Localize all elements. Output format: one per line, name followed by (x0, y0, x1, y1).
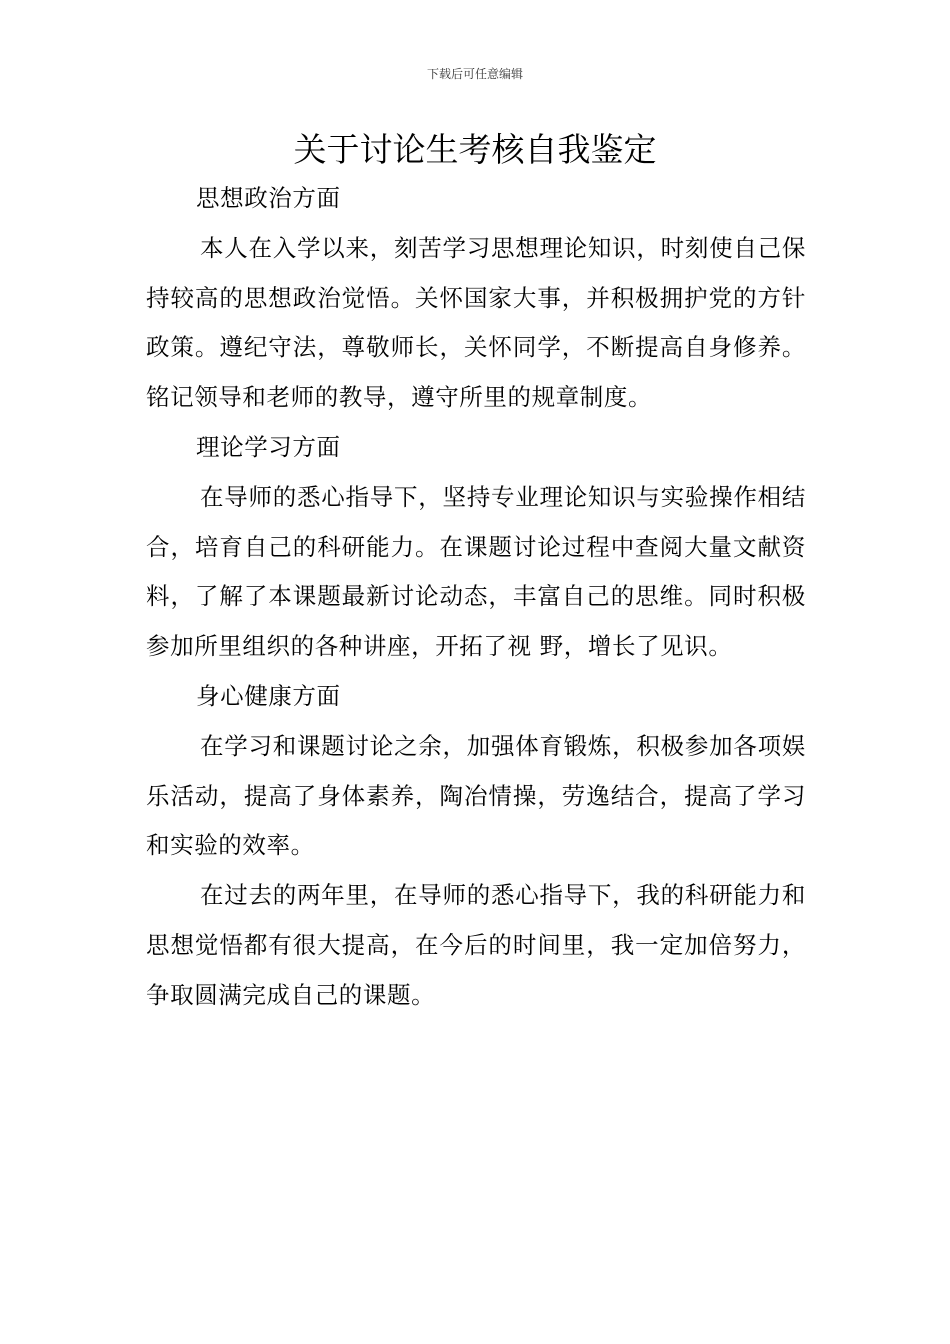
paragraph-political: 本人在入学以来，刻苦学习思想理论知识，时刻使自己保持较高的思想政治觉悟。关怀国家大事，并积极拥护党的方针政策。遵纪守法，尊敬师长，关怀同学，不断提高自身修养。铭记领导和老师的教导，遵守所里的规章制度。 (146, 233, 806, 412)
section-heading-theory: 理论学习方面 (196, 432, 341, 461)
paragraph-conclusion: 在过去的两年里，在导师的悉心指导下，我的科研能力和思想觉悟都有很大提高，在今后的时间里，我一定加倍努力，争取圆满完成自己的课题。 (146, 881, 806, 1009)
section-heading-health: 身心健康方面 (196, 681, 341, 710)
section-heading-political: 思想政治方面 (196, 184, 341, 212)
document-body (146, 174, 806, 1021)
paragraph-theory: 在导师的悉心指导下，坚持专业理论知识与实验操作相结合，培育自己的科研能力。在课题讨论过程中查阅大量文献资料，了解了本课题最新讨论动态，丰富自己的思维。同时积极参加所里组织的各种讲座，开拓了视 野，增长了见识。 (146, 482, 806, 661)
header-note: 下载后可任意编辑 (426, 67, 523, 81)
paragraph-health: 在学习和课题讨论之余，加强体育锻炼，积极参加各项娱乐活动，提高了身体素养，陶冶情操，劳逸结合，提高了学习和实验的效率。 (146, 731, 806, 860)
document-title: 关于讨论生考核自我鉴定 (293, 130, 657, 169)
